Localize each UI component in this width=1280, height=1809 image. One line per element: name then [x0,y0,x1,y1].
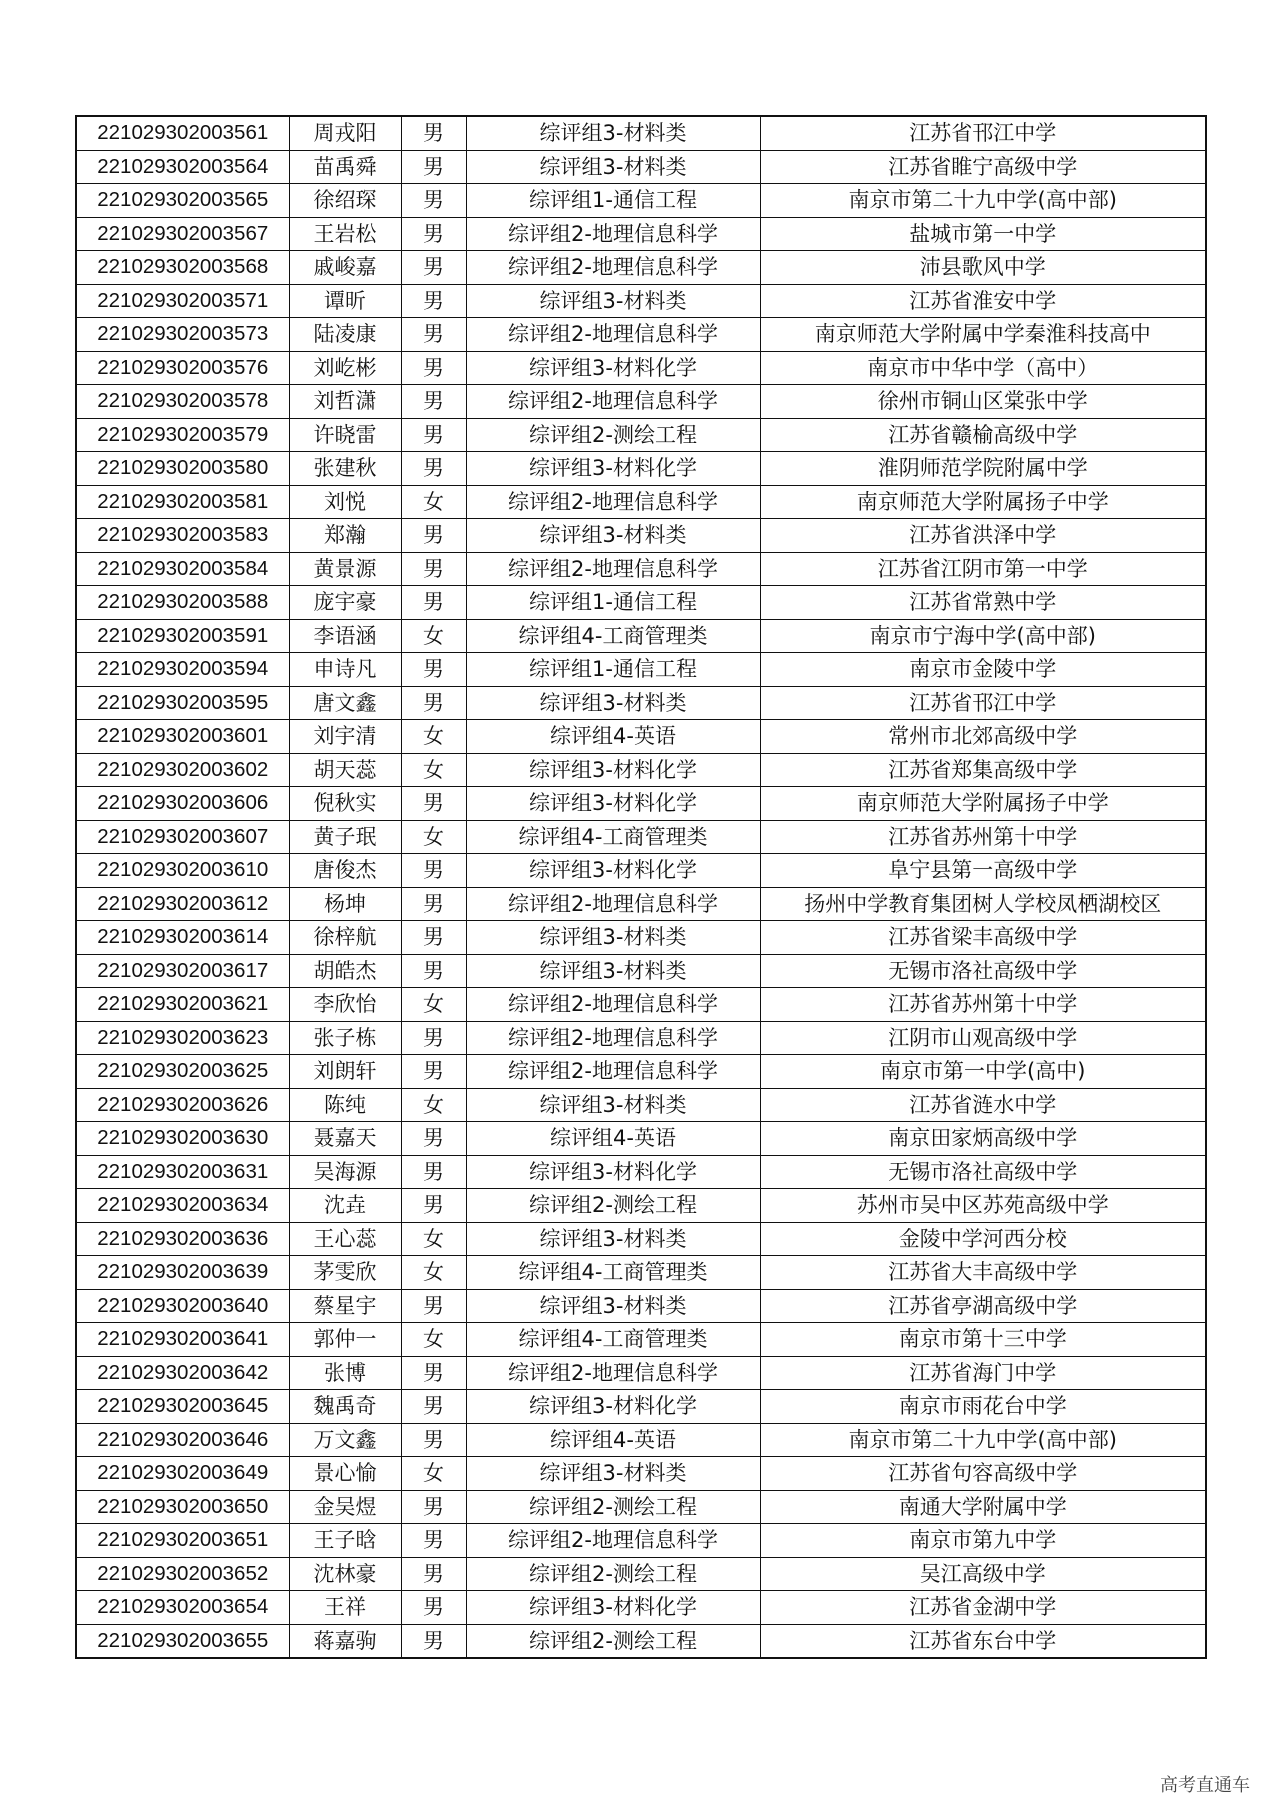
program-group-cell: 综评组3-材料类 [466,1088,760,1122]
school-name-cell: 盐城市第一中学 [760,217,1206,251]
program-group-cell: 综评组3-材料化学 [466,1155,760,1189]
gender-cell: 男 [401,1122,466,1156]
table-row [76,887,1206,921]
table-row [76,418,1206,452]
student-name-cell: 沈垚 [289,1189,401,1223]
program-group-cell: 综评组2-地理信息科学 [466,1055,760,1089]
student-name-cell: 申诗凡 [289,653,401,687]
program-group-cell: 综评组2-地理信息科学 [466,887,760,921]
table-row [76,753,1206,787]
candidate-id-cell: 221029302003626 [76,1088,289,1122]
student-name-cell: 黄景源 [289,552,401,586]
gender-cell: 男 [401,1289,466,1323]
school-name-cell: 江苏省涟水中学 [760,1088,1206,1122]
gender-cell: 女 [401,619,466,653]
gender-cell: 女 [401,1457,466,1491]
student-name-cell: 王子晗 [289,1524,401,1558]
program-group-cell: 综评组4-英语 [466,1122,760,1156]
table-row [76,452,1206,486]
gender-cell: 男 [401,116,466,150]
gender-cell: 男 [401,1189,466,1223]
gender-cell: 男 [401,1591,466,1625]
program-group-cell: 综评组2-测绘工程 [466,1624,760,1658]
program-group-cell: 综评组3-材料化学 [466,351,760,385]
school-name-cell: 沛县歌风中学 [760,251,1206,285]
gender-cell: 男 [401,150,466,184]
table-row [76,1256,1206,1290]
student-name-cell: 刘朗轩 [289,1055,401,1089]
gender-cell: 男 [401,921,466,955]
candidate-id-cell: 221029302003650 [76,1490,289,1524]
school-name-cell: 江苏省苏州第十中学 [760,820,1206,854]
table-row [76,351,1206,385]
program-group-cell: 综评组3-材料化学 [466,854,760,888]
student-name-cell: 黄子珉 [289,820,401,854]
gender-cell: 男 [401,787,466,821]
gender-cell: 男 [401,251,466,285]
candidate-id-cell: 221029302003634 [76,1189,289,1223]
candidate-id-cell: 221029302003617 [76,954,289,988]
gender-cell: 男 [401,552,466,586]
candidate-id-cell: 221029302003567 [76,217,289,251]
table-row [76,854,1206,888]
school-name-cell: 吴江高级中学 [760,1557,1206,1591]
student-name-cell: 张建秋 [289,452,401,486]
program-group-cell: 综评组3-材料化学 [466,452,760,486]
table-row [76,217,1206,251]
school-name-cell: 江苏省大丰高级中学 [760,1256,1206,1290]
student-name-cell: 王心蕊 [289,1222,401,1256]
student-name-cell: 庞宇豪 [289,586,401,620]
school-name-cell: 常州市北郊高级中学 [760,720,1206,754]
candidate-id-cell: 221029302003641 [76,1323,289,1357]
student-name-cell: 胡天蕊 [289,753,401,787]
school-name-cell: 江苏省常熟中学 [760,586,1206,620]
gender-cell: 男 [401,418,466,452]
table-row [76,150,1206,184]
gender-cell: 男 [401,686,466,720]
candidate-id-cell: 221029302003642 [76,1356,289,1390]
candidate-id-cell: 221029302003576 [76,351,289,385]
candidate-id-cell: 221029302003631 [76,1155,289,1189]
program-group-cell: 综评组2-地理信息科学 [466,1356,760,1390]
student-name-cell: 唐俊杰 [289,854,401,888]
student-name-cell: 倪秋实 [289,787,401,821]
student-name-cell: 聂嘉天 [289,1122,401,1156]
table-row [76,1323,1206,1357]
admission-list-table [75,115,1207,1659]
table-row [76,251,1206,285]
school-name-cell: 江阴市山观高级中学 [760,1021,1206,1055]
student-name-cell: 苗禹舜 [289,150,401,184]
candidate-id-cell: 221029302003630 [76,1122,289,1156]
gender-cell: 男 [401,184,466,218]
table-row [76,1155,1206,1189]
program-group-cell: 综评组2-地理信息科学 [466,318,760,352]
school-name-cell: 南京市第一中学(高中) [760,1055,1206,1089]
student-name-cell: 周戎阳 [289,116,401,150]
table-row [76,1457,1206,1491]
student-name-cell: 徐绍琛 [289,184,401,218]
table-row [76,586,1206,620]
student-name-cell: 郑瀚 [289,519,401,553]
student-name-cell: 李语涵 [289,619,401,653]
table-row [76,318,1206,352]
candidate-id-cell: 221029302003649 [76,1457,289,1491]
candidate-id-cell: 221029302003580 [76,452,289,486]
program-group-cell: 综评组2-测绘工程 [466,1557,760,1591]
student-name-cell: 刘哲潇 [289,385,401,419]
gender-cell: 男 [401,1490,466,1524]
gender-cell: 男 [401,519,466,553]
program-group-cell: 综评组2-地理信息科学 [466,217,760,251]
school-name-cell: 南京田家炳高级中学 [760,1122,1206,1156]
candidate-id-cell: 221029302003583 [76,519,289,553]
student-name-cell: 许晓雷 [289,418,401,452]
gender-cell: 女 [401,485,466,519]
candidate-id-cell: 221029302003602 [76,753,289,787]
program-group-cell: 综评组3-材料类 [466,686,760,720]
gender-cell: 男 [401,385,466,419]
table-row [76,1356,1206,1390]
table-row [76,485,1206,519]
student-name-cell: 张博 [289,1356,401,1390]
student-name-cell: 吴海源 [289,1155,401,1189]
candidate-id-cell: 221029302003639 [76,1256,289,1290]
gender-cell: 男 [401,1055,466,1089]
candidate-id-cell: 221029302003579 [76,418,289,452]
gender-cell: 男 [401,351,466,385]
candidate-id-cell: 221029302003646 [76,1423,289,1457]
school-name-cell: 江苏省苏州第十中学 [760,988,1206,1022]
school-name-cell: 无锡市洛社高级中学 [760,954,1206,988]
student-name-cell: 谭昕 [289,284,401,318]
candidate-id-cell: 221029302003578 [76,385,289,419]
program-group-cell: 综评组2-地理信息科学 [466,485,760,519]
table-row [76,1524,1206,1558]
gender-cell: 女 [401,1222,466,1256]
student-name-cell: 蔡星宇 [289,1289,401,1323]
candidate-id-cell: 221029302003581 [76,485,289,519]
candidate-id-cell: 221029302003614 [76,921,289,955]
program-group-cell: 综评组4-英语 [466,720,760,754]
school-name-cell: 淮阴师范学院附属中学 [760,452,1206,486]
candidate-id-cell: 221029302003621 [76,988,289,1022]
candidate-id-cell: 221029302003591 [76,619,289,653]
school-name-cell: 苏州市吴中区苏苑高级中学 [760,1189,1206,1223]
candidate-id-cell: 221029302003623 [76,1021,289,1055]
program-group-cell: 综评组2-测绘工程 [466,1490,760,1524]
program-group-cell: 综评组3-材料化学 [466,753,760,787]
program-group-cell: 综评组3-材料类 [466,519,760,553]
student-name-cell: 杨坤 [289,887,401,921]
school-name-cell: 南京市第二十九中学(高中部) [760,184,1206,218]
student-name-cell: 魏禹奇 [289,1390,401,1424]
school-name-cell: 江苏省亭湖高级中学 [760,1289,1206,1323]
student-name-cell: 刘悦 [289,485,401,519]
student-name-cell: 刘屹彬 [289,351,401,385]
student-name-cell: 茅雯欣 [289,1256,401,1290]
student-name-cell: 张子栋 [289,1021,401,1055]
watermark-text: 高考直通车 [1160,1775,1250,1796]
program-group-cell: 综评组3-材料类 [466,116,760,150]
school-name-cell: 江苏省赣榆高级中学 [760,418,1206,452]
school-name-cell: 江苏省郑集高级中学 [760,753,1206,787]
candidate-id-cell: 221029302003565 [76,184,289,218]
school-name-cell: 江苏省海门中学 [760,1356,1206,1390]
candidate-id-cell: 221029302003594 [76,653,289,687]
student-name-cell: 胡皓杰 [289,954,401,988]
candidate-id-cell: 221029302003573 [76,318,289,352]
gender-cell: 女 [401,820,466,854]
table-row [76,1490,1206,1524]
school-name-cell: 江苏省句容高级中学 [760,1457,1206,1491]
program-group-cell: 综评组2-地理信息科学 [466,1524,760,1558]
student-name-cell: 刘宇清 [289,720,401,754]
gender-cell: 男 [401,954,466,988]
school-name-cell: 无锡市洛社高级中学 [760,1155,1206,1189]
table-row [76,787,1206,821]
candidate-id-cell: 221029302003606 [76,787,289,821]
program-group-cell: 综评组3-材料类 [466,284,760,318]
table-row [76,284,1206,318]
school-name-cell: 南京师范大学附属扬子中学 [760,787,1206,821]
candidate-id-cell: 221029302003595 [76,686,289,720]
table-row [76,653,1206,687]
gender-cell: 男 [401,1155,466,1189]
school-name-cell: 金陵中学河西分校 [760,1222,1206,1256]
program-group-cell: 综评组2-测绘工程 [466,418,760,452]
program-group-cell: 综评组4-工商管理类 [466,820,760,854]
student-name-cell: 陆凌康 [289,318,401,352]
school-name-cell: 南通大学附属中学 [760,1490,1206,1524]
gender-cell: 男 [401,854,466,888]
school-name-cell: 南京师范大学附属中学秦淮科技高中 [760,318,1206,352]
gender-cell: 男 [401,1356,466,1390]
candidate-id-cell: 221029302003651 [76,1524,289,1558]
candidate-id-cell: 221029302003584 [76,552,289,586]
candidate-id-cell: 221029302003568 [76,251,289,285]
candidate-id-cell: 221029302003640 [76,1289,289,1323]
student-name-cell: 王岩松 [289,217,401,251]
program-group-cell: 综评组1-通信工程 [466,653,760,687]
candidate-id-cell: 221029302003645 [76,1390,289,1424]
program-group-cell: 综评组2-地理信息科学 [466,552,760,586]
table-row [76,184,1206,218]
program-group-cell: 综评组1-通信工程 [466,586,760,620]
candidate-id-cell: 221029302003561 [76,116,289,150]
program-group-cell: 综评组2-地理信息科学 [466,988,760,1022]
candidate-id-cell: 221029302003652 [76,1557,289,1591]
table-row [76,519,1206,553]
school-name-cell: 江苏省梁丰高级中学 [760,921,1206,955]
table-row [76,1189,1206,1223]
program-group-cell: 综评组3-材料类 [466,1222,760,1256]
program-group-cell: 综评组2-测绘工程 [466,1189,760,1223]
table-row [76,1591,1206,1625]
school-name-cell: 江苏省邗江中学 [760,686,1206,720]
table-row [76,1390,1206,1424]
candidate-id-cell: 221029302003612 [76,887,289,921]
student-name-cell: 唐文鑫 [289,686,401,720]
program-group-cell: 综评组4-工商管理类 [466,619,760,653]
student-name-cell: 金吴煜 [289,1490,401,1524]
student-name-cell: 万文鑫 [289,1423,401,1457]
gender-cell: 男 [401,887,466,921]
gender-cell: 男 [401,284,466,318]
program-group-cell: 综评组2-地理信息科学 [466,251,760,285]
table-row [76,1557,1206,1591]
school-name-cell: 南京市第二十九中学(高中部) [760,1423,1206,1457]
candidate-id-cell: 221029302003610 [76,854,289,888]
gender-cell: 男 [401,1557,466,1591]
school-name-cell: 江苏省江阴市第一中学 [760,552,1206,586]
gender-cell: 女 [401,988,466,1022]
table-row [76,552,1206,586]
admission-list-body [76,116,1206,1658]
school-name-cell: 江苏省东台中学 [760,1624,1206,1658]
gender-cell: 男 [401,586,466,620]
school-name-cell: 南京市第十三中学 [760,1323,1206,1357]
student-name-cell: 郭仲一 [289,1323,401,1357]
candidate-id-cell: 221029302003625 [76,1055,289,1089]
gender-cell: 男 [401,1423,466,1457]
candidate-id-cell: 221029302003607 [76,820,289,854]
candidate-id-cell: 221029302003571 [76,284,289,318]
table-row [76,921,1206,955]
table-row [76,988,1206,1022]
school-name-cell: 江苏省睢宁高级中学 [760,150,1206,184]
school-name-cell: 江苏省邗江中学 [760,116,1206,150]
program-group-cell: 综评组2-地理信息科学 [466,385,760,419]
table-row [76,1624,1206,1658]
table-row [76,385,1206,419]
table-row [76,116,1206,150]
program-group-cell: 综评组3-材料化学 [466,1390,760,1424]
gender-cell: 男 [401,1390,466,1424]
school-name-cell: 南京市金陵中学 [760,653,1206,687]
school-name-cell: 南京市中华中学（高中） [760,351,1206,385]
program-group-cell: 综评组3-材料类 [466,150,760,184]
school-name-cell: 南京市第九中学 [760,1524,1206,1558]
candidate-id-cell: 221029302003588 [76,586,289,620]
school-name-cell: 南京师范大学附属扬子中学 [760,485,1206,519]
school-name-cell: 南京市雨花台中学 [760,1390,1206,1424]
gender-cell: 男 [401,1021,466,1055]
program-group-cell: 综评组3-材料类 [466,1289,760,1323]
gender-cell: 男 [401,217,466,251]
table-row [76,820,1206,854]
school-name-cell: 徐州市铜山区棠张中学 [760,385,1206,419]
program-group-cell: 综评组4-工商管理类 [466,1256,760,1290]
student-name-cell: 景心愉 [289,1457,401,1491]
school-name-cell: 阜宁县第一高级中学 [760,854,1206,888]
program-group-cell: 综评组4-英语 [466,1423,760,1457]
program-group-cell: 综评组3-材料类 [466,921,760,955]
table-row [76,954,1206,988]
table-row [76,686,1206,720]
student-name-cell: 王祥 [289,1591,401,1625]
table-row [76,1289,1206,1323]
gender-cell: 女 [401,1323,466,1357]
gender-cell: 男 [401,653,466,687]
table-row [76,619,1206,653]
gender-cell: 女 [401,1088,466,1122]
table-row [76,1088,1206,1122]
gender-cell: 女 [401,720,466,754]
table-row [76,1021,1206,1055]
student-name-cell: 沈林豪 [289,1557,401,1591]
school-name-cell: 江苏省淮安中学 [760,284,1206,318]
candidate-id-cell: 221029302003655 [76,1624,289,1658]
program-group-cell: 综评组3-材料化学 [466,787,760,821]
table-row [76,1423,1206,1457]
table-row [76,1222,1206,1256]
student-name-cell: 陈纯 [289,1088,401,1122]
candidate-id-cell: 221029302003601 [76,720,289,754]
gender-cell: 男 [401,1524,466,1558]
table-row [76,720,1206,754]
gender-cell: 男 [401,318,466,352]
program-group-cell: 综评组4-工商管理类 [466,1323,760,1357]
student-name-cell: 戚峻嘉 [289,251,401,285]
program-group-cell: 综评组3-材料类 [466,1457,760,1491]
gender-cell: 男 [401,452,466,486]
program-group-cell: 综评组3-材料化学 [466,1591,760,1625]
school-name-cell: 江苏省金湖中学 [760,1591,1206,1625]
table-row [76,1055,1206,1089]
student-name-cell: 蒋嘉驹 [289,1624,401,1658]
candidate-id-cell: 221029302003564 [76,150,289,184]
candidate-id-cell: 221029302003636 [76,1222,289,1256]
school-name-cell: 扬州中学教育集团树人学校凤栖湖校区 [760,887,1206,921]
program-group-cell: 综评组2-地理信息科学 [466,1021,760,1055]
program-group-cell: 综评组1-通信工程 [466,184,760,218]
gender-cell: 男 [401,1624,466,1658]
school-name-cell: 南京市宁海中学(高中部) [760,619,1206,653]
gender-cell: 女 [401,1256,466,1290]
gender-cell: 女 [401,753,466,787]
student-name-cell: 李欣怡 [289,988,401,1022]
student-name-cell: 徐梓航 [289,921,401,955]
program-group-cell: 综评组3-材料类 [466,954,760,988]
candidate-id-cell: 221029302003654 [76,1591,289,1625]
table-row [76,1122,1206,1156]
school-name-cell: 江苏省洪泽中学 [760,519,1206,553]
